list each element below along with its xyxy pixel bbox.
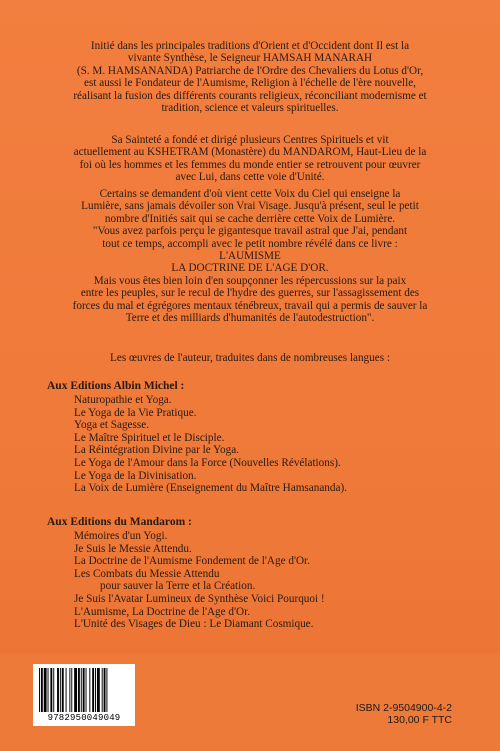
- barcode: [33, 664, 135, 726]
- barcode-digits: 9782950049049: [47, 713, 121, 723]
- text-line: Les œuvres de l'auteur, traduites dans de nombreuses langues :: [110, 352, 390, 364]
- barcode-bar: [57, 668, 59, 712]
- book-title: Mémoires d'un Yogi.: [74, 530, 168, 542]
- barcode-bar: [60, 668, 61, 712]
- text-line: LA DOCTRINE DE L'AGE D'OR.: [171, 262, 329, 275]
- voice-paragraph: [0, 188, 500, 324]
- book-title: Je Suis l'Avatar Lumineux de Synthèse Voici Pourquoi !: [74, 592, 325, 605]
- mandarom-list: [74, 530, 325, 631]
- barcode-bar: [48, 668, 49, 712]
- barcode-bars: [38, 668, 130, 712]
- price: 130,00 F TTC: [387, 714, 452, 726]
- barcode-bar: [95, 668, 96, 712]
- barcode-bar: [97, 668, 100, 712]
- text-line: vivante Synthèse, le Seigneur HAMSAH MANARAH: [127, 52, 373, 65]
- text-line: tout ce temps, accompli avec le petit nombre révélé dans ce livre :: [102, 237, 398, 250]
- barcode-bar: [74, 668, 77, 712]
- barcode-bar: [62, 668, 64, 712]
- text-line: réalisant la fusion des différents courants religieux, réconciliant modernisme et: [73, 89, 427, 102]
- barcode-bar: [41, 668, 43, 712]
- book-title: La Réintégration Divine par le Yoga.: [74, 444, 239, 457]
- mandarom-paragraph: [0, 134, 500, 184]
- barcode-bar: [71, 668, 72, 712]
- barcode-bar: [92, 668, 94, 712]
- barcode-bar: [78, 668, 80, 712]
- barcode-bar: [104, 668, 106, 712]
- barcode-bar: [69, 668, 70, 712]
- mandarom-heading: Aux Editions du Mandarom :: [47, 516, 192, 528]
- albin-michel-list: [74, 394, 347, 495]
- barcode-bar: [83, 668, 85, 712]
- book-title: L'Unité des Visages de Dieu : Le Diamant Cosmique.: [74, 618, 314, 631]
- text-line: Terre et des milliards d'humanités de l'autodestruction".: [125, 312, 375, 325]
- book-title: Naturopathie et Yoga.: [74, 394, 172, 406]
- book-title: Le Yoga de la Vie Pratique.: [74, 406, 197, 419]
- barcode-bar: [44, 668, 47, 712]
- text-line: Certains se demandent d'où vient cette Voix du Ciel qui enseigne la: [99, 188, 401, 200]
- barcode-bar: [81, 668, 82, 712]
- barcode-bar: [86, 668, 87, 712]
- barcode-bar: [89, 668, 90, 712]
- book-title: Le Yoga de l'Amour dans la Force (Nouvelles Révélations).: [74, 456, 341, 469]
- isbn-number: ISBN 2-9504900-4-2: [355, 702, 452, 714]
- isbn-block: [312, 702, 452, 726]
- works-intro: [0, 352, 500, 364]
- barcode-bar: [102, 668, 103, 712]
- book-title: La Voix de Lumière (Enseignement du Maître Hamsananda).: [74, 482, 347, 495]
- book-title: La Doctrine de l'Aumisme Fondement de l'Age d'Or.: [74, 555, 310, 568]
- albin-michel-heading: Aux Editions Albin Michel :: [47, 380, 185, 392]
- text-line: Lumière, sans jamais dévoiler son Vrai Visage. Jusqu'à présent, seul le petit: [81, 200, 419, 213]
- text-line: nombre d'Initiés sait qui se cache derrière cette Voix de Lumière.: [104, 212, 396, 225]
- book-title-continuation: pour sauver la Terre et la Création.: [100, 580, 256, 593]
- text-line: foi où les hommes et les femmes du monde entier se retrouvent pour œuvrer: [79, 158, 421, 171]
- text-line: actuellement au KSHETRAM (Monastère) du MANDAROM, Haut-Lieu de la: [73, 146, 427, 159]
- text-line: (S. M. HAMSANANDA) Patriarche de l'Ordre des Chevaliers du Lotus d'Or,: [76, 64, 424, 77]
- barcode-bar: [106, 668, 107, 712]
- book-title: L'Aumisme, La Doctrine de l'Age d'Or.: [74, 605, 250, 618]
- barcode-bar: [66, 668, 67, 712]
- text-line: tradition, science et valeurs spirituelles.: [161, 102, 339, 115]
- text-line: L'AUMISME: [219, 250, 281, 263]
- book-title: Je Suis le Messie Attendu.: [74, 542, 192, 555]
- text-line: est aussi le Fondateur de l'Aumisme, Religion à l'échelle de l'ère nouvelle,: [84, 77, 416, 90]
- book-title: Le Yoga de la Divinisation.: [74, 469, 197, 482]
- book-title: Les Combats du Messie Attendu: [74, 567, 220, 580]
- barcode-bar: [39, 668, 40, 712]
- text-line: Mais vous êtes bien loin d'en soupçonner les répercussions sur la paix: [93, 274, 407, 287]
- barcode-bar: [53, 668, 54, 712]
- text-line: "Vous avez parfois perçu le gigantesque travail astral que J'ai, pendant: [92, 225, 408, 238]
- text-line: Sa Sainteté a fondé et dirigé plusieurs Centres Spirituels et vit: [111, 134, 389, 146]
- book-title: Yoga et Sagesse.: [74, 419, 149, 432]
- biography-paragraph: [0, 40, 500, 114]
- barcode-bar: [50, 668, 52, 712]
- text-line: entre les peuples, sur le recul de l'hydre des guerres, sur l'assagissement des: [80, 287, 420, 300]
- book-title: Le Maître Spirituel et le Disciple.: [74, 431, 225, 444]
- text-line: forces du mal et égrégores mentaux ténébreux, travail qui a permis de sauver la: [72, 299, 428, 312]
- text-line: avec Lui, dans cette voie d'Unité.: [175, 171, 325, 184]
- text-line: Initié dans les principales traditions d'Orient et d'Occident dont Il est la: [90, 40, 410, 52]
